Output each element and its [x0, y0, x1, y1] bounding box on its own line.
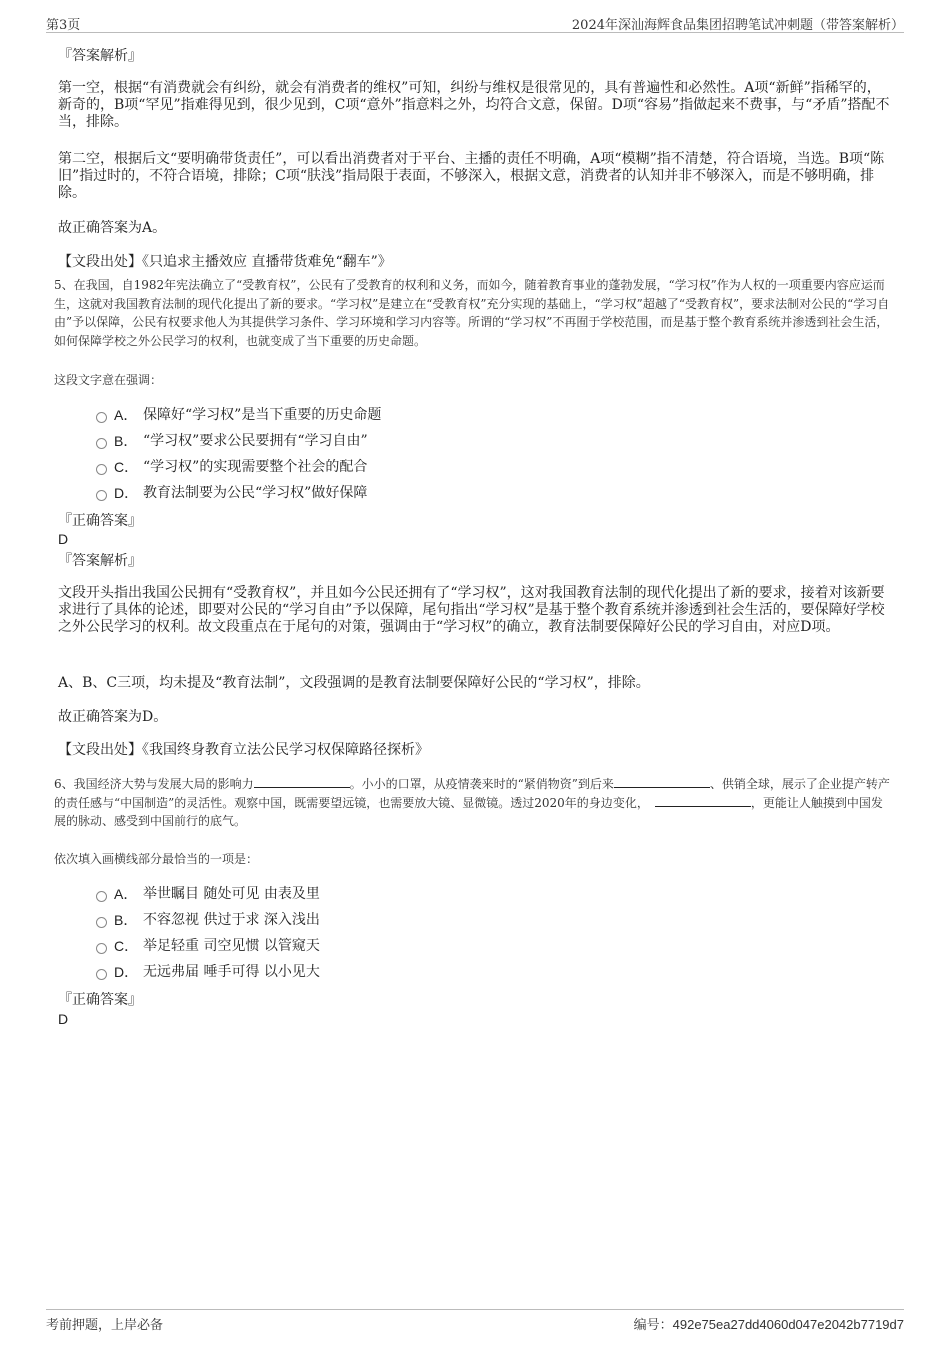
option-letter: C．	[114, 938, 139, 954]
radio-icon[interactable]	[96, 943, 107, 954]
option-letter: D．	[114, 964, 139, 980]
footer-code-value: 492e75ea27dd4060d047e2042b7719d7	[672, 1317, 904, 1332]
option-letter: A．	[114, 886, 138, 902]
document-title: 2024年深汕海辉食品集团招聘笔试冲刺题（带答案解析）	[571, 18, 904, 33]
option-text: 无远弗届 唾手可得 以小见大	[143, 964, 320, 980]
q6-stem-part-4: ，更能让人触摸到中国发展的脉动、感受到中国前行的底气。	[54, 795, 883, 828]
option-text: 保障好“学习权”是当下重要的历史命题	[143, 407, 382, 423]
footer-divider	[46, 1309, 904, 1310]
q6-option-b[interactable]	[96, 912, 496, 932]
option-letter: D．	[114, 485, 139, 501]
q6-option-c[interactable]	[96, 938, 496, 958]
q4-source: 【文段出处】《只追求主播效应 直播带货难免“翻车”》	[58, 254, 392, 270]
q5-source: 【文段出处】《我国终身教育立法公民学习权保障路径探析》	[58, 742, 429, 758]
q5-analysis-heading: 『答案解析』	[58, 553, 142, 569]
q6-blank-2	[614, 787, 710, 788]
option-text: 教育法制要为公民“学习权”做好保障	[143, 485, 368, 501]
q5-answer: D	[58, 531, 69, 547]
option-letter: A．	[114, 407, 138, 423]
option-letter: C．	[114, 459, 139, 475]
footer-code	[634, 1314, 904, 1333]
q6-blank-3	[655, 806, 751, 807]
q6-answer-heading: 『正确答案』	[58, 992, 142, 1008]
footer-slogan: 考前押题，上岸必备	[46, 1318, 164, 1333]
q4-analysis-paragraph-2: 第二空，根据后文“要明确带货责任”，可以看出消费者对于平台、主播的责任不明确，A项“模糊”指不清楚，符合语境，当选。B项“陈旧”指过时的，不符合语境，排除；C项“肤浅”指局限于表面，不够深入，根据文意，消费者的认知并非不够深入，而是不够明确，排除。	[58, 151, 885, 201]
q6-stem-part-2: 。小小的口罩，从疫情袭来时的“紧俏物资”到后来	[349, 777, 614, 791]
q6-option-d[interactable]	[96, 964, 496, 984]
q5-analysis-paragraph-2: A、B、C三项，均未提及“教育法制”，文段强调的是教育法制要保障好公民的“学习权”，排除。	[58, 675, 650, 691]
q5-conclusion: 故正确答案为D。	[58, 709, 168, 725]
q6-blank-1	[254, 787, 350, 788]
radio-icon[interactable]	[96, 969, 107, 980]
q5-option-a[interactable]	[96, 407, 496, 427]
q6-option-a[interactable]	[96, 886, 496, 906]
footer-code-label: 编号：	[633, 1318, 673, 1333]
option-text: 举足轻重 司空见惯 以管窥天	[143, 938, 320, 954]
q6-stem-part-3: 、供销全球，展示了企业提产转产的责任感与“中国制造”的灵活性。观察中国，既需要望远镜，也需要放大镜、显微镜。透过2020年的身边变化，	[54, 777, 890, 810]
option-text: “学习权”要求公民要拥有“学习自由”	[143, 433, 368, 449]
header-divider	[46, 32, 904, 33]
q5-option-b[interactable]	[96, 433, 496, 453]
option-text: 不容忽视 供过于求 深入浅出	[143, 912, 320, 928]
q5-prompt: 这段文字意在强调：	[54, 373, 163, 387]
q4-analysis-heading: 『答案解析』	[58, 48, 142, 64]
q6-stem	[54, 775, 892, 831]
radio-icon[interactable]	[96, 891, 107, 902]
radio-icon[interactable]	[96, 917, 107, 928]
q6-stem-part-1: 6、我国经济大势与发展大局的影响力	[54, 777, 254, 791]
q5-analysis-paragraph-1: 文段开头指出我国公民拥有“受教育权”，并且如今公民还拥有了“学习权”，这对我国教育法制的现代化提出了新的要求，接着对该新要求进行了具体的论述，即要对公民的“学习自由”予以保障，尾句指出“学习权”是基于整个教育系统并渗透到社会生活的，要保障好学校之外公民学习的权利。故文段重点在于尾句的对策，强调由于“学习权”的确立，教育法制要保障好公民的学习自由，对应D项。	[58, 585, 885, 635]
option-letter: B．	[114, 433, 138, 449]
q6-prompt: 依次填入画横线部分最恰当的一项是：	[54, 852, 259, 866]
q4-analysis-paragraph-1: 第一空，根据“有消费就会有纠纷，就会有消费者的维权”可知，纠纷与维权是很常见的，具有普遍性和必然性。A项“新鲜”指稀罕的，新奇的，B项“罕见”指难得见到，很少见到，C项“意外”指意料之外，均符合文意，保留。D项“容易”指做起来不费事，与“矛盾”搭配不当，排除。	[58, 80, 890, 130]
q5-option-d[interactable]	[96, 485, 496, 505]
option-text: 举世瞩目 随处可见 由表及里	[143, 886, 320, 902]
radio-icon[interactable]	[96, 464, 107, 475]
q4-conclusion: 故正确答案为A。	[58, 220, 167, 236]
q5-stem: 5、在我国，自1982年宪法确立了“受教育权”，公民有了受教育的权利和义务，而如今，随着教育事业的蓬勃发展，“学习权”作为人权的一项重要内容应运而生，这就对我国教育法制的现代化提出了新的要求。“学习权”是建立在“受教育权”充分实现的基础上，“学习权”超越了“受教育权”，要求法制对公民的“学习自由”予以保障，公民有权要求他人为其提供学习条件、学习环境和学习内容等。所谓的“学习权”不再囿于学校范围，而是基于整个教育系统并渗透到社会生活，如何保障学校之外公民学习的权利，也就变成了当下重要的历史命题。	[54, 278, 890, 348]
q5-answer-heading: 『正确答案』	[58, 513, 142, 529]
q5-option-c[interactable]	[96, 459, 496, 479]
option-text: “学习权”的实现需要整个社会的配合	[143, 459, 368, 475]
radio-icon[interactable]	[96, 412, 107, 423]
radio-icon[interactable]	[96, 490, 107, 501]
q6-answer: D	[58, 1011, 69, 1027]
page-number: 第3页	[46, 18, 81, 33]
radio-icon[interactable]	[96, 438, 107, 449]
option-letter: B．	[114, 912, 138, 928]
